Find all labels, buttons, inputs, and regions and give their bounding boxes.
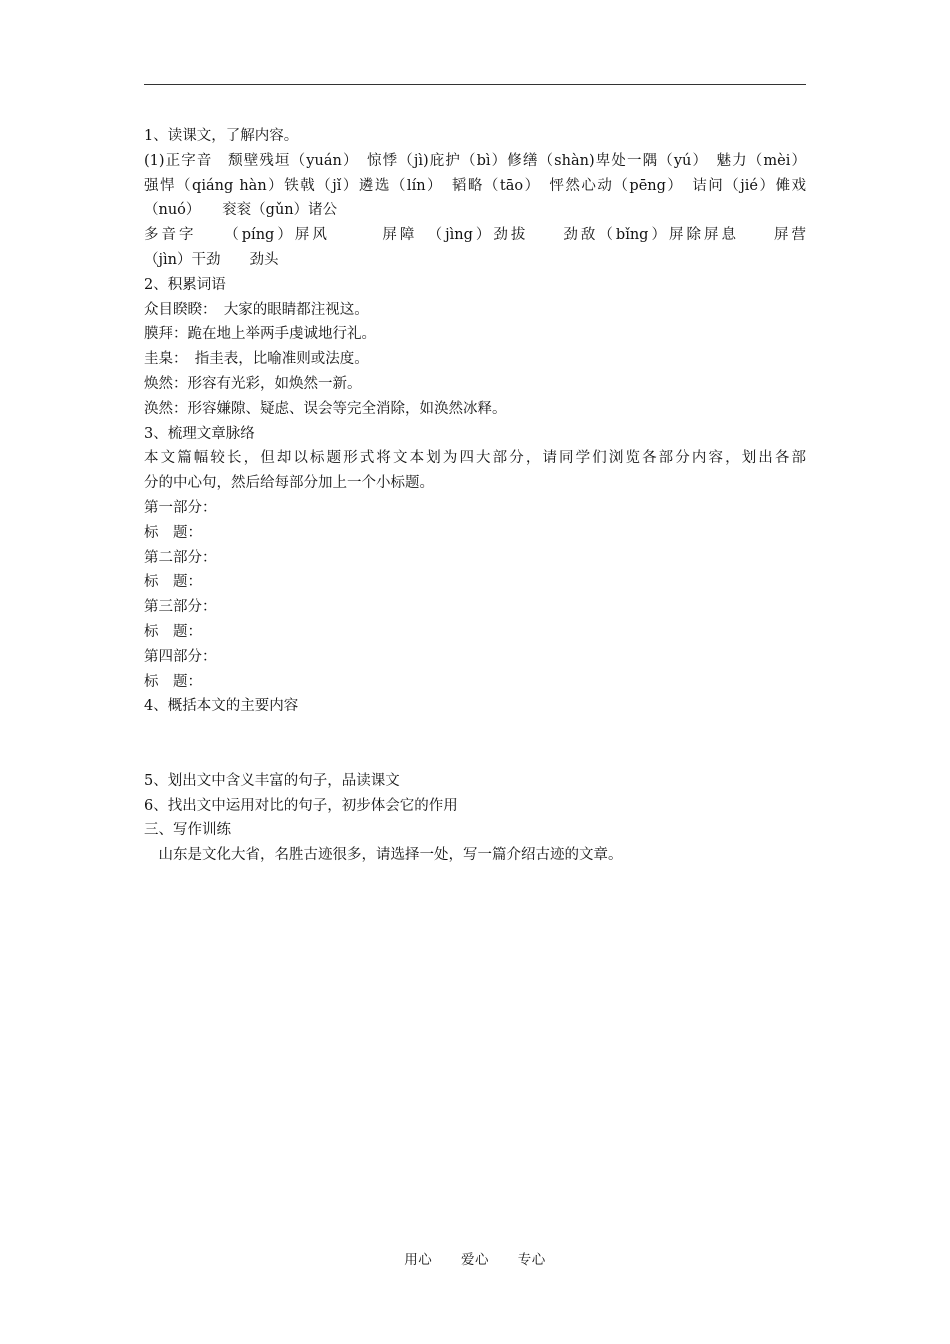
section-2-heading: 2、积累词语: [144, 276, 226, 293]
part-3-title-label: 标 题：: [144, 623, 202, 640]
footer-motto: 用心: [404, 1252, 433, 1268]
part-4-label: 第四部分：: [144, 648, 217, 665]
vocab-item: 膜拜：跪在地上举两手虔诚地行礼。: [144, 326, 376, 343]
page-footer: [0, 1248, 950, 1268]
part-1-title-label: 标 题：: [144, 524, 202, 541]
answer-space: [144, 719, 806, 769]
section-5-heading: 5、划出文中含义丰富的句子，品读课文: [144, 772, 400, 789]
part-1-label: 第一部分：: [144, 499, 217, 516]
header-rule: [144, 84, 806, 85]
section-4-heading: 4、概括本文的主要内容: [144, 698, 299, 715]
pronunciation-line-3: （nuó） 衮衮（gǔn）诸公: [144, 202, 338, 219]
part-4-title-label: 标 题：: [144, 673, 202, 690]
section-3-heading: 3、梳理文章脉络: [144, 425, 255, 442]
document-body: [144, 124, 806, 868]
writing-training-heading: 三、写作训练: [144, 822, 231, 839]
vocab-item: 众目睽睽： 大家的眼睛都注视这。: [144, 301, 369, 318]
vocab-item: 圭臬： 指圭表，比喻准则或法度。: [144, 351, 369, 368]
part-3-label: 第三部分：: [144, 599, 217, 616]
vocab-item: 涣然：形容嫌隙、疑虑、误会等完全消除，如涣然冰释。: [144, 400, 507, 417]
section-3-instructions-line-2: 分的中心句，然后给每部分加上一个小标题。: [144, 475, 434, 492]
writing-prompt: 山东是文化大省，名胜古迹很多，请选择一处，写一篇介绍古迹的文章。: [144, 847, 623, 864]
polyphonic-line-1: 多音字 （píng）屏风 屏障 （jìng）劲拔 劲敌（bǐng）屏除屏息 屏营: [144, 227, 806, 244]
section-1-heading: 1、读课文，了解内容。: [144, 128, 299, 144]
section-6-heading: 6、找出文中运用对比的句子，初步体会它的作用: [144, 797, 458, 814]
vocab-item: 焕然：形容有光彩，如焕然一新。: [144, 375, 362, 392]
part-2-title-label: 标 题：: [144, 574, 202, 591]
footer-motto: 专心: [517, 1252, 546, 1268]
footer-motto: 爱心: [461, 1252, 489, 1268]
pronunciation-line-2: 强悍（qiáng hàn）铁戟（jǐ）遴选（lín） 韬略（tāo） 怦然心动（pēng） 诘问（jié）傩戏: [144, 177, 806, 194]
part-2-label: 第二部分：: [144, 549, 217, 566]
polyphonic-line-2: （jìn）干劲 劲头: [144, 251, 279, 268]
section-3-instructions-line-1: 本文篇幅较长，但却以标题形式将文本划为四大部分，请同学们浏览各部分内容，划出各部: [144, 450, 806, 467]
pronunciation-line-1: (1)正字音 颓壁残垣（yuán） 惊悸（jì)庇护（bì）修缮（shàn)卑处一隅（yú） 魅力（mèi）: [144, 152, 806, 169]
